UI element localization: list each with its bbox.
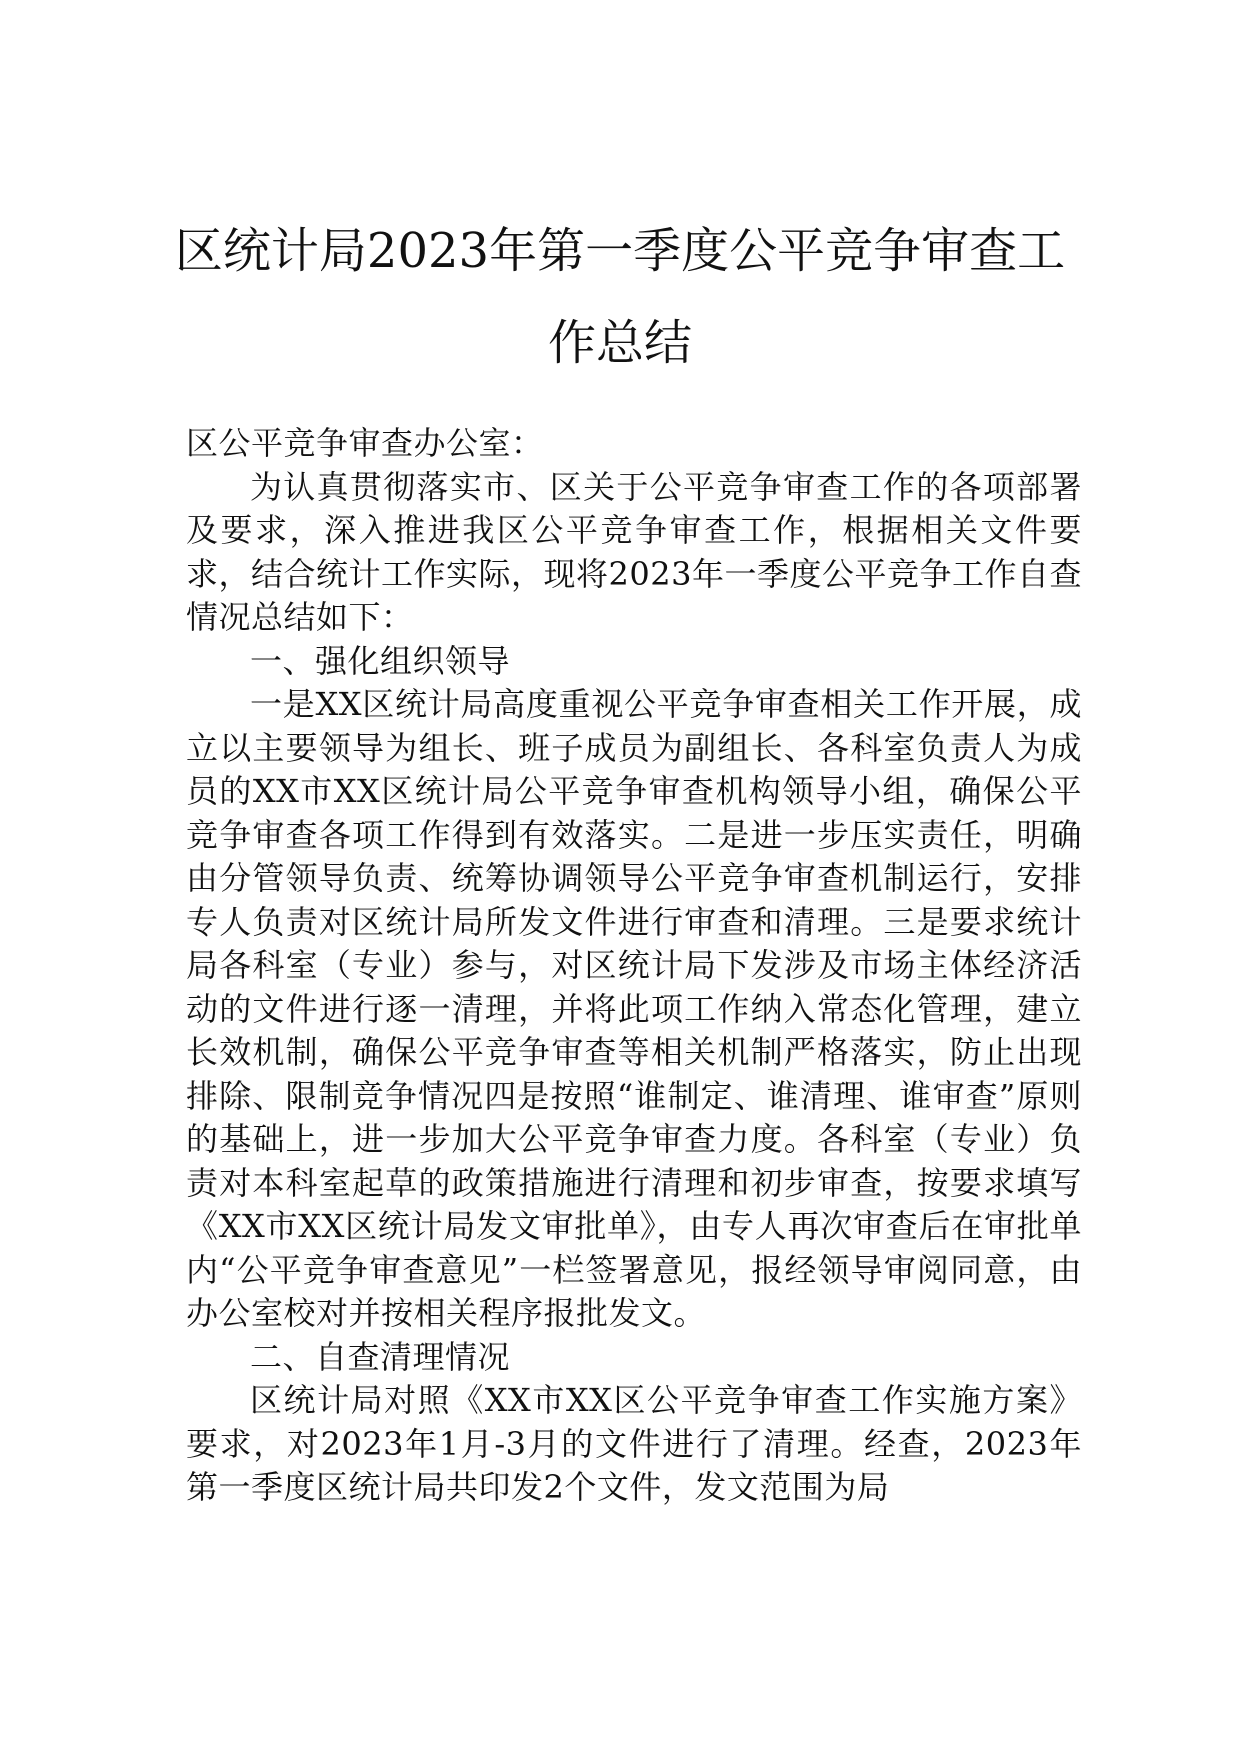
document-title: [150, 205, 1090, 389]
document-body: [186, 422, 1082, 1510]
section-1-paragraph: 一是XX区统计局高度重视公平竞争审查相关工作开展，成立以主要领导为组长、班子成员为副组长、各科室负责人为成员的XX市XX区统计局公平竞争审查机构领导小组，确保公平竞争审查各项工作得到有效落实。二是进一步压实责任，明确由分管领导负责、统筹协调领导公平竞争审查机制运行，安排专人负责对区统计局所发文件进行审查和清理。三是要求统计局各科室（专业）参与，对区统计局下发涉及市场主体经济活动的文件进行逐一清理，并将此项工作纳入常态化管理，建立长效机制，确保公平竞争审查等相关机制严格落实，防止出现排除、限制竞争情况四是按照“谁制定、谁清理、谁审查”原则的基础上，进一步加大公平竞争审查力度。各科室（专业）负责对本科室起草的政策措施进行清理和初步审查，按要求填写《XX市XX区统计局发文审批单》，由专人再次审查后在审批单内“公平竞争审查意见”一栏签署意见，报经领导审阅同意，由办公室校对并按相关程序报批发文。: [186, 685, 1082, 1332]
section-1-heading: 一、强化组织领导: [250, 641, 511, 680]
section-2-heading: 二、自查清理情况: [250, 1337, 511, 1376]
title-line-1: 区统计局2023年第一季度公平竞争审查工: [174, 223, 1066, 279]
salutation: 区公平竞争审查办公室：: [186, 424, 544, 462]
title-line-2: 作总结: [547, 315, 692, 371]
intro-paragraph: 为认真贯彻落实市、区关于公平竞争审查工作的各项部署及要求，深入推进我区公平竞争审查工作，根据相关文件要求，结合统计工作实际，现将2023年一季度公平竞争工作自查情况总结如下：: [186, 467, 1082, 636]
section-2-paragraph: 区统计局对照《XX市XX区公平竞争审查工作实施方案》要求，对2023年1月-3月的文件进行了清理。经查，2023年第一季度区统计局共印发2个文件，发文范围为局: [186, 1381, 1082, 1506]
